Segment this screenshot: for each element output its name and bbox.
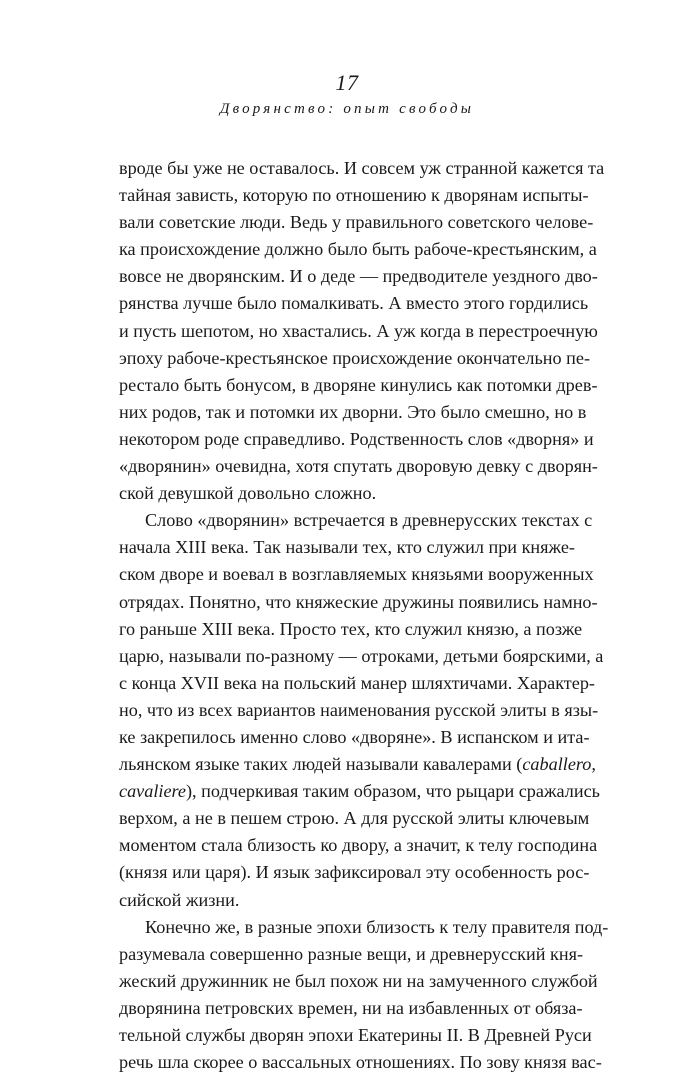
text-line: вовсе не дворянским. И о деде — предводителе уездного дво- (119, 266, 598, 287)
text-line: некотором роде справедливо. Родственность слов «дворня» и (119, 428, 594, 449)
text-line: них родов, так и потомки их дворни. Это было смешно, но в (119, 401, 587, 422)
page-number: 17 (335, 70, 359, 95)
text-line: рестало быть бонусом, в дворяне кинулись как потомки древ- (119, 374, 598, 395)
text-line: эпоху рабоче-крестьянское происхождение окончательно пе- (119, 347, 591, 368)
text-line: ка происхождение должно было быть рабоче-крестьянским, а (119, 239, 597, 260)
text-line: отрядах. Понятно, что княжеские дружины появились намно- (119, 591, 598, 612)
text-line: го раньше XIII века. Просто тех, кто служил князю, а позже (119, 618, 583, 639)
text-line: верхом, а не в пешем строю. А для русской элиты ключевым (119, 808, 590, 829)
text-line: царю, называли по-разному — отроками, детьми боярскими, а (119, 645, 604, 666)
text-line: тельной службы дворян эпохи Екатерины II. В Древней Руси (119, 1025, 592, 1045)
italic-term: cavaliere (119, 781, 186, 802)
text-span: ), подчеркивая таким образом, что рыцари сражались (186, 781, 600, 802)
text-line: «дворянин» очевидна, хотя спутать дворовую девку с дворян- (119, 456, 598, 477)
body-text (119, 155, 609, 1076)
text-line: ском дворе и воевал в возглавляемых князьями вооруженных (119, 564, 594, 585)
text-line-with-italic (119, 778, 600, 805)
text-line-with-italic (119, 751, 596, 778)
text-line: и пусть шепотом, но хвастались. А уж когда в перестроечную (119, 320, 598, 341)
text-line: ке закрепилось именно слово «дворяне». В испанском и ита- (119, 726, 590, 747)
text-line: с конца XVII века на польский манер шляхтичами. Характер- (119, 672, 595, 693)
text-line: (князя или царя). И язык зафиксировал эту особенность рос- (119, 862, 590, 883)
text-line: разумевала совершенно разные вещи, и древнерусский кня- (119, 943, 584, 964)
text-line: вроде бы уже не оставалось. И совсем уж странной кажется та (119, 158, 605, 178)
text-line: вали советские люди. Ведь у правильного советского челове- (119, 212, 594, 233)
italic-term: caballero, (522, 754, 596, 775)
paragraph-end-line: сийской жизни. (119, 889, 240, 910)
text-line: но, что из всех вариантов наименования русской элиты в язы- (119, 699, 599, 720)
text-line: тайная зависть, которую по отношению к дворянам испыты- (119, 185, 589, 206)
text-line: дворянина петровских времен, ни на избавленных от обяза- (119, 997, 583, 1018)
text-span: льянском языке таких людей называли кавалерами ( (119, 754, 523, 775)
text-line: речь шла скорее о вассальных отношениях. По зову князя вас- (119, 1052, 602, 1073)
text-line: начала XIII века. Так называли тех, кто служил при княже- (119, 537, 575, 558)
text-line: моментом стала близость ко двору, а значит, к телу господина (119, 835, 598, 856)
text-line: рянства лучше было помалкивать. А вместо этого гордились (119, 293, 589, 314)
text-line: жеский дружинник не был похож ни на замученного службой (119, 970, 598, 991)
running-head: Дворянство: опыт свободы (219, 101, 475, 117)
paragraph-start-line: Конечно же, в разные эпохи близость к телу правителя под- (145, 916, 609, 937)
paragraph-end-line: ской девушкой довольно сложно. (119, 483, 377, 504)
paragraph-start-line: Слово «дворянин» встречается в древнерусских текстах с (145, 510, 593, 531)
